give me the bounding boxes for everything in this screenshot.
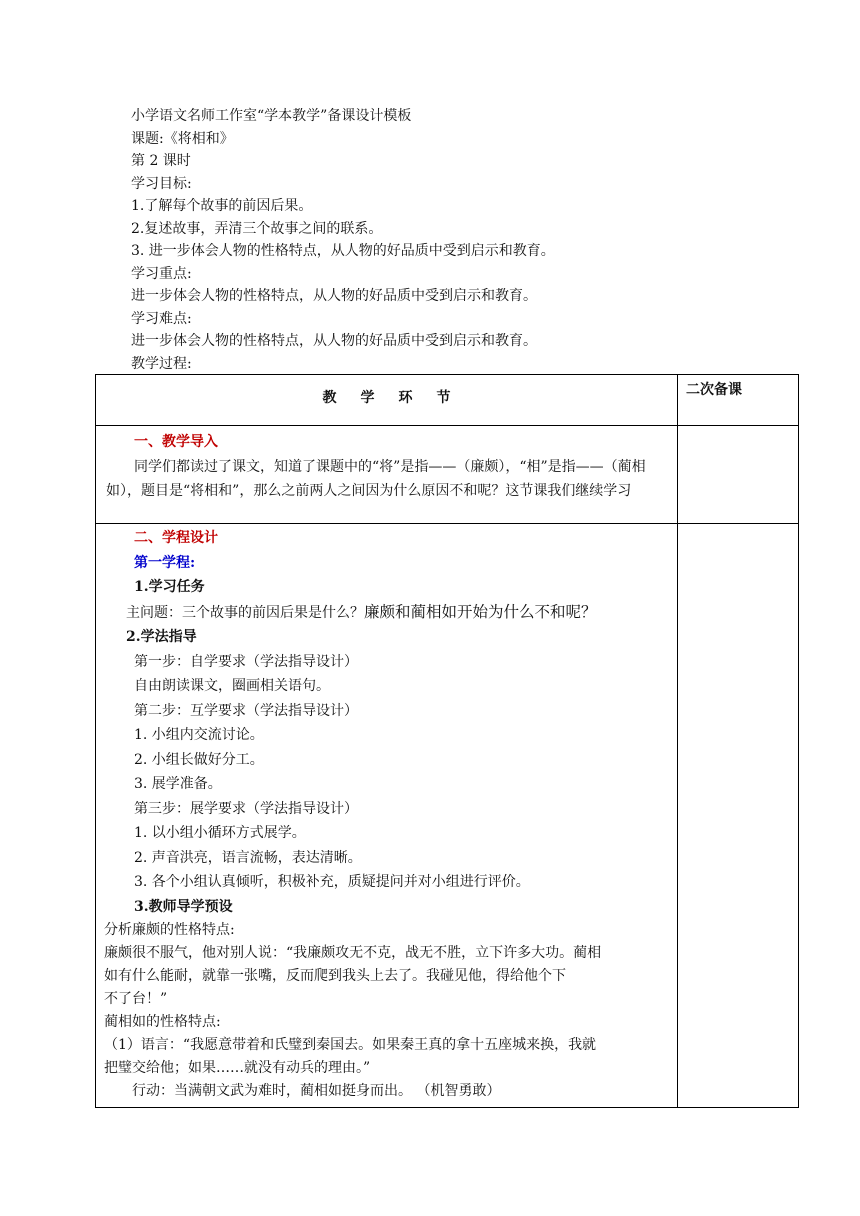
lianpo-text: 廉颇很不服气，他对别人说：“我廉颇攻无不克，战无不胜，立下许多大功。蔺相 (104, 944, 602, 961)
lesson-topic: 课题:《将相和》 (131, 130, 234, 147)
phase-title: 第一学程: (134, 554, 196, 571)
table-row-intro (96, 426, 799, 524)
lin-title: 蔺相如的性格特点: (104, 1013, 221, 1030)
main-question-text: 廉颇和蔺相如开始为什么不和呢？ (364, 602, 597, 621)
design-cell (96, 524, 678, 1108)
task-title: 1.学习任务 (134, 579, 205, 595)
step2-title: 第二步：互学要求（学法指导设计） (134, 702, 358, 719)
objectives-title: 学习目标: (131, 175, 192, 192)
objective-item: 3. 进一步体会人物的性格特点，从人物的好品质中受到启示和教育。 (131, 243, 555, 259)
difficult-point-title: 学习难点: (131, 310, 192, 327)
column-header-second-prep: 二次备课 (678, 375, 799, 426)
main-question (96, 600, 677, 626)
table-header-row (96, 375, 799, 426)
objective-item: 2.复述故事，弄清三个故事之间的联系。 (131, 220, 383, 237)
step3-title: 第三步：展学要求（学法指导设计） (134, 800, 358, 817)
step1-item: 自由朗读课文，圈画相关语句。 (134, 678, 330, 694)
difficult-point-text: 进一步体会人物的性格特点，从人物的好品质中受到启示和教育。 (131, 333, 537, 349)
lesson-header (131, 105, 771, 375)
step2-item: 1. 小组内交流讨论。 (134, 727, 264, 743)
intro-notes-cell (678, 426, 799, 524)
lin-speech: （1）语言：“我愿意带着和氏璧到秦国去。如果秦王真的拿十五座城来换，我就 (104, 1036, 597, 1053)
intro-text: 同学们都读过了课文，知道了课题中的“将”是指——（廉颇），“相”是指——（蔺相如），题目是“将相和”，那么之前两人之间因为什么原因不和呢？这节课我们继续学习 (106, 458, 646, 499)
template-title: 小学语文名师工作室“学本教学”备课设计模板 (131, 108, 412, 124)
process-title: 教学过程: (131, 355, 192, 372)
lianpo-title: 分析廉颇的性格特点: (104, 922, 235, 938)
column-header-teaching-steps: 教学环节 (96, 375, 678, 426)
intro-title: 一、教学导入 (134, 434, 218, 450)
design-notes-cell (678, 524, 799, 1108)
guide-title: 2.学法指导 (126, 629, 197, 645)
step3-item: 3. 各个小组认真倾听，积极补充，质疑提问并对小组进行评价。 (134, 874, 530, 890)
preset-title: 3.教师导学预设 (134, 898, 233, 915)
step3-item: 2. 声音洪亮，语言流畅，表达清晰。 (134, 849, 362, 866)
lesson-period: 第 2 课时 (131, 153, 191, 169)
step1-title: 第一步：自学要求（学法指导设计） (134, 653, 358, 670)
key-point-text: 进一步体会人物的性格特点，从人物的好品质中受到启示和教育。 (131, 288, 537, 304)
key-point-title: 学习重点: (131, 265, 192, 282)
step2-item: 2. 小组长做好分工。 (134, 751, 264, 768)
lin-action: 行动：当满朝文武为难时，蔺相如挺身而出。 （机智勇敢） (132, 1082, 501, 1099)
teaching-process-table (95, 374, 799, 1108)
lin-speech: 把璧交给他；如果……就没有动兵的理由。” (104, 1059, 371, 1076)
intro-cell (96, 426, 678, 524)
main-question-label: 主问题：三个故事的前因后果是什么？ (126, 604, 364, 621)
lianpo-text: 不了台！” (104, 990, 168, 1007)
design-title: 二、学程设计 (134, 530, 218, 546)
step3-item: 1. 以小组小循环方式展学。 (134, 825, 306, 841)
step2-item: 3. 展学准备。 (134, 776, 222, 792)
lianpo-text: 如有什么能耐，就靠一张嘴，反而爬到我头上去了。我碰见他，得给他个下 (104, 967, 566, 984)
table-row-design (96, 524, 799, 1108)
objective-item: 1.了解每个故事的前因后果。 (131, 198, 313, 214)
